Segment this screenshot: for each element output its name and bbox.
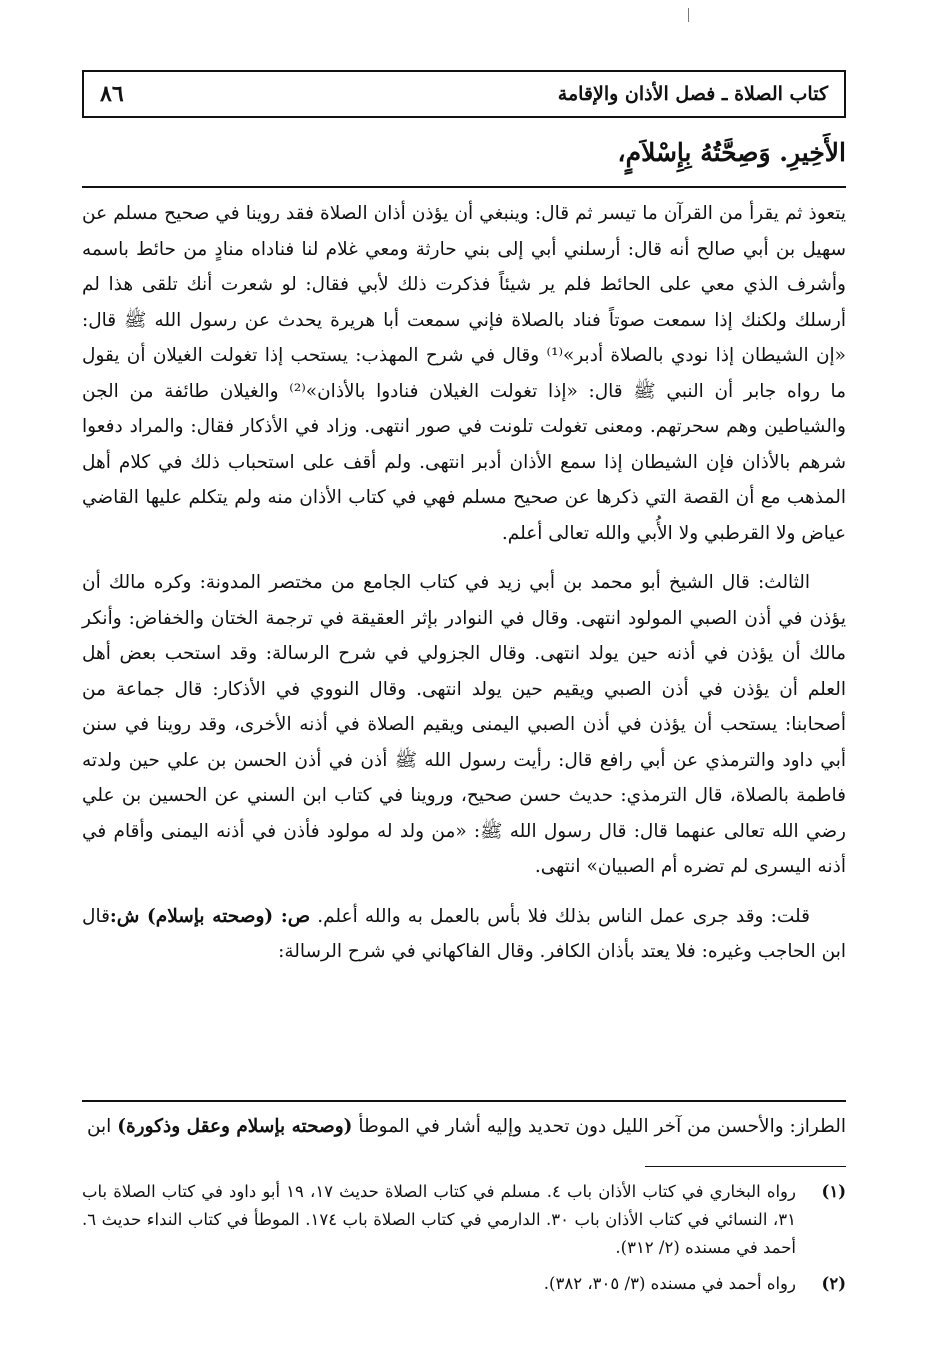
secondary-text (82, 1112, 846, 1142)
matn-quote: ص: (وصحته بإسلام) ش: (109, 905, 311, 927)
divider-top (82, 186, 846, 188)
footnote-item (82, 1270, 846, 1298)
divider-middle (82, 1100, 846, 1102)
footnote-number: (٢) (821, 1274, 846, 1293)
footnote-separator (645, 1166, 846, 1167)
footnote-number: (١) (821, 1182, 846, 1201)
paragraph-3-text-b: قال ابن الحاجب وغيره: فلا يعتد بأذان الكافر. وقال الفاكهاني في شرح الرسالة: (82, 905, 846, 962)
footnote-item (82, 1178, 846, 1262)
footnote-text: رواه البخاري في كتاب الأذان باب ٤. مسلم في كتاب الصلاة حديث ١٧، ١٩ أبو داود في كتاب الصلاة باب ٣١، النسائي في كتاب الأذان باب ٣٠. الدارمي في كتاب الصلاة باب ١٧٤. الموطأ في كتاب النداء حديث ٦. أحمد في مسنده (٢/ ٣١٢). (82, 1182, 796, 1257)
scan-mark (688, 8, 689, 22)
secondary-text-a: الطراز: والأحسن من آخر الليل دون تحديد وإليه أشار في الموطأ (358, 1116, 846, 1137)
secondary-text-tail: ابن (86, 1116, 112, 1137)
footnotes (82, 1178, 846, 1306)
paragraph-2: الثالث: قال الشيخ أبو محمد بن أبي زيد في كتاب الجامع من مختصر المدونة: وكره مالك أن يؤذن في أذن الصبي المولود انتهى. وقال في النوادر بإثر العقيقة في ترجمة الختان والخفاض: وأنكر مالك أن يؤذن في أذنه حين يولد انتهى. وقال الجزولي في شرح الرسالة: وقد استحب بعض أهل العلم أن يؤذن في أذن الصبي ويقيم حين يولد انتهى. وقال النووي في الأذكار: قال جماعة من أصحابنا: يستحب أن يؤذن في أذن الصبي اليمنى ويقيم الصلاة في أذنه الأخرى، وقد روينا في سنن أبي داود والترمذي عن أبي رافع قال: رأيت رسول الله ﷺ أذن في أذن الحسن بن علي حين ولدته فاطمة بالصلاة، قال الترمذي: حديث حسن صحيح، وروينا في كتاب ابن السني عن الحسين بن علي رضي الله تعالى عنهما قال: قال رسول الله ﷺ: «من ولد له مولود فأذن في أذنه اليمنى وأقام في أذنه اليسرى لم تضره أم الصبيان» انتهى. (82, 572, 846, 877)
secondary-quote: (وصحته بإسلام وعقل وذكورة) (117, 1116, 353, 1137)
footnote-text: رواه أحمد في مسنده (٣/ ٣٠٥، ٣٨٢). (543, 1274, 796, 1293)
main-commentary (82, 196, 846, 970)
running-header (82, 70, 846, 118)
paragraph-1: يتعوذ ثم يقرأ من القرآن ما تيسر ثم قال: وينبغي أن يؤذن أذان الصلاة فقد روينا في صحيح مسلم عن سهيل بن أبي صالح أنه قال: أرسلني أبي إلى بني حارثة ومعي غلام لنا فناداه منادٍ من حائط باسمه وأشرف الذي معي على الحائط فلم ير شيئاً فذكرت ذلك لأبي فقال: لو شعرت أنك تلقى هذا لم أرسلك ولكنك إذا سمعت صوتاً فناد بالصلاة فإني سمعت أبا هريرة يحدث عن رسول الله ﷺ قال: «إن الشيطان إذا نودي بالصلاة أدبر»⁽¹⁾ وقال في شرح المهذب: يستحب إذا تغولت الغيلان أن يقول ما رواه جابر أن النبي ﷺ قال: «إذا تغولت الغيلان فنادوا بالأذان»⁽²⁾ والغيلان طائفة من الجن والشياطين وهم سحرتهم. ومعنى تغولت تلونت في صور انتهى. وزاد في الأذكار فقال: والمراد دفعوا شرهم بالأذان فإن الشيطان إذا سمع الأذان أدبر انتهى. ولم أقف على استحباب ذلك في كلام أهل المذهب مع أن القصة التي ذكرها عن صحيح مسلم فهي في كتاب الأذان منه ولم يتكلم عليها القاضي عياض ولا القرطبي ولا الأُبي والله تعالى أعلم. (82, 203, 847, 544)
chapter-title: كتاب الصلاة ـ فصل الأذان والإقامة (557, 83, 828, 105)
matn-text: الأَخِيرِ. وَصِحَّتُهُ بِإِسْلاَمٍ، (617, 138, 846, 167)
paragraph-3 (82, 899, 846, 970)
paragraph-3-text-a: قلت: وقد جرى عمل الناس بذلك فلا بأس بالعمل به والله أعلم. (317, 905, 810, 927)
page-number: ٨٦ (100, 81, 124, 107)
